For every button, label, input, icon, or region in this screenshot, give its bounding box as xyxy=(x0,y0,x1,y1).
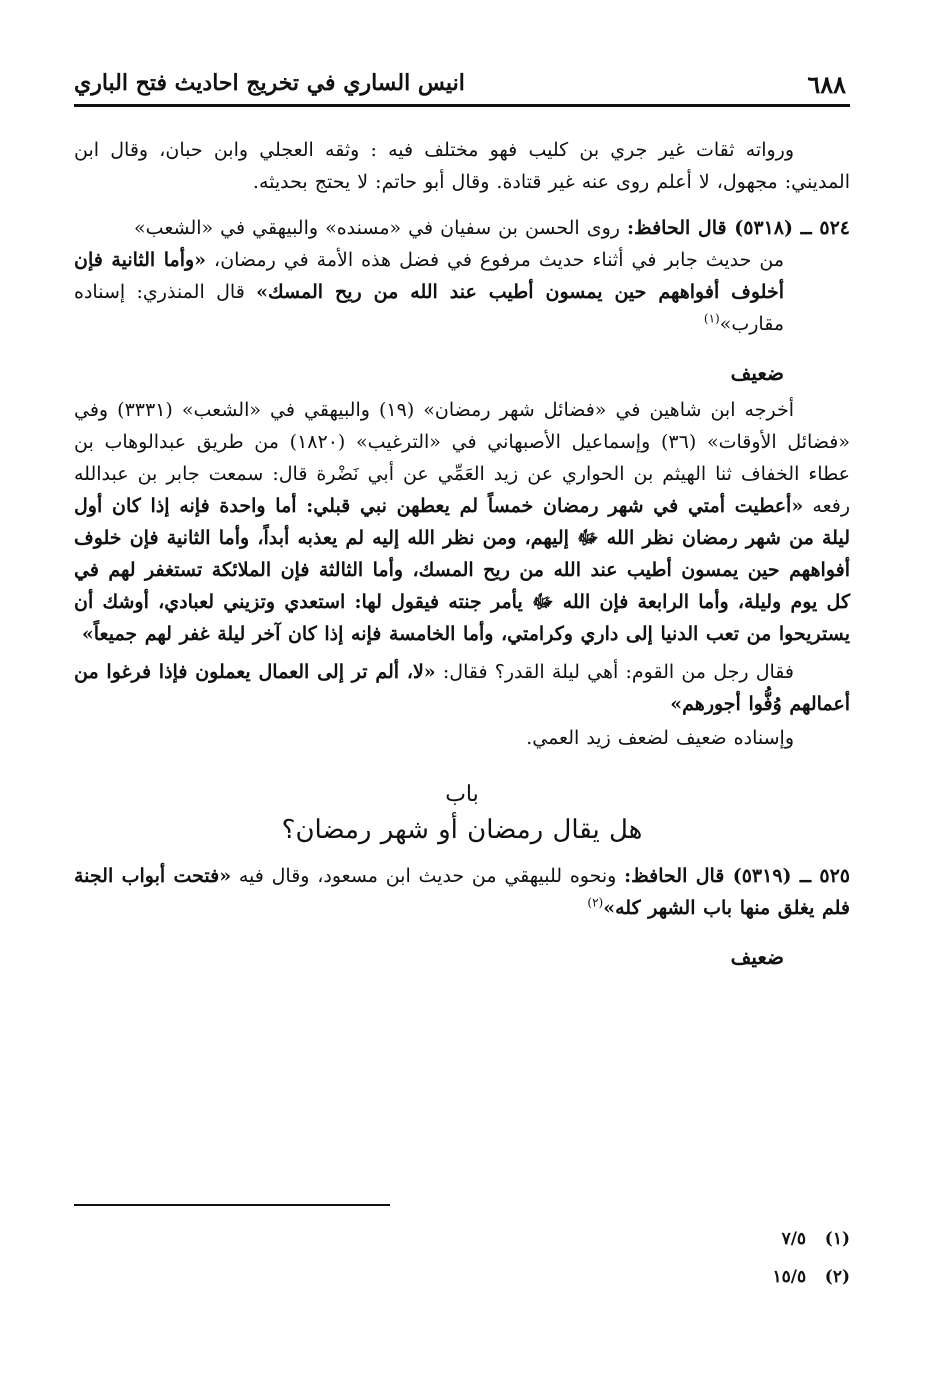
header-rule xyxy=(74,104,850,107)
footnotes xyxy=(74,1220,850,1296)
entry-525 xyxy=(74,860,850,924)
entry-524-number: ٥٢٤ ــ (٥٣١٨) قال الحافظ: xyxy=(627,217,850,239)
entry-524 xyxy=(74,212,850,244)
entry-525-verdict: ضعيف xyxy=(730,945,784,969)
entry-524-verdict: ضعيف xyxy=(730,361,784,385)
dialogue-quote: «لا، ألم تر إلى العمال يعملون فإذا فرغوا من أعمالهم وُفُّوا أجورهم» xyxy=(74,661,850,715)
chapter-label: باب xyxy=(445,782,479,807)
chapter-heading xyxy=(74,780,850,850)
page-body xyxy=(74,134,850,976)
takhrij-quote: «أعطيت أمتي في شهر رمضان خمساً لم يعطهن نبي قبلي: أما واحدة فإنه إذا كان أول ليلة من شهر رمضان نظر الله ﷻ إليهم، ومن نظر الله إليه لم يعذبه أبداً، وأما الثانية فإن خلوف أفواههم حين يمسون أطيب عند الله من ريح المسك، وأما الثالثة فإن الملائكة تستغفر لهم في كل يوم وليلة، وأما الرابعة فإن الله ﷻ يأمر جنته فيقول لها: استعدي وتزيني لعبادي، أوشك أن يستريحوا من تعب الدنيا إلى داري وكرامتي، وأما الخامسة فإنه إذا كان آخر ليلة غفر لهم جميعاً» xyxy=(74,495,850,645)
book-title: انيس الساري في تخريج احاديث فتح الباري xyxy=(74,70,465,96)
entry-524-text-3: قال المنذري: إسناده مقارب» xyxy=(74,281,784,335)
entry-524-takhrij xyxy=(74,394,850,650)
footnote-2 xyxy=(74,1258,850,1296)
book-page xyxy=(74,60,850,1360)
footnote-text: ١٥/٥ xyxy=(772,1267,807,1287)
takhrij-text: أخرجه ابن شاهين في «فضائل شهر رمضان» (١٩) والبيهقي في «الشعب» (٣٣٣١) وفي «فضائل الأوقات» (٣٦) وإسماعيل الأصبهاني في «الترغيب» (١٨٢٠) من طريق عبدالوهاب بن عطاء الخفاف ثنا الهيثم بن الحواري عن زيد العَمِّي عن أبي نَضْرة قال: سمعت جابر بن عبدالله رفعه xyxy=(74,399,851,517)
entry-524-continuation xyxy=(74,244,850,340)
dialogue-text: فقال رجل من القوم: أهي ليلة القدر؟ فقال: xyxy=(435,661,795,683)
intro-paragraph: ورواته ثقات غير جري بن كليب فهو مختلف فيه : وثقه العجلي وابن حبان، وقال ابن المديني: مجهول، لا أعلم روى عنه غير قتادة. وقال أبو حاتم: لا يحتج بحديثه. xyxy=(74,139,850,193)
footnote-ref-1[interactable]: (١) xyxy=(703,311,720,326)
footnote-1 xyxy=(74,1220,850,1258)
entry-525-quote: «فتحت أبواب الجنة فلم يغلق منها باب الشهر كله» xyxy=(74,865,850,919)
isnad-note: وإسناده ضعيف لضعف زيد العمي. xyxy=(526,727,794,749)
footnote-text: ٧/٥ xyxy=(781,1229,807,1249)
footnotes-rule xyxy=(74,1204,390,1206)
footnote-ref-2[interactable]: (٢) xyxy=(587,895,604,910)
page-number: ٦٨٨ xyxy=(807,70,846,99)
entry-524-text-1: روى الحسن بن سفيان في «مسنده» والبيهقي في «الشعب» xyxy=(134,217,620,239)
entry-525-number: ٥٢٥ ــ (٥٣١٩) قال الحافظ: xyxy=(624,865,850,887)
footnote-number: (٢) xyxy=(824,1267,850,1287)
running-header xyxy=(74,60,850,106)
footnote-number: (١) xyxy=(824,1229,850,1249)
entry-525-text-1: ونحوه للبيهقي من حديث ابن مسعود، وقال فيه xyxy=(231,865,617,887)
chapter-title: هل يقال رمضان أو شهر رمضان؟ xyxy=(281,815,643,845)
entry-524-quote: «وأما الثانية فإن أخلوف أفواههم حين يمسون أطيب عند الله من ريح المسك» xyxy=(74,249,784,303)
dialogue-paragraph xyxy=(74,656,850,720)
entry-524-text-2: من حديث جابر في أثناء حديث مرفوع في فضل هذه الأمة في رمضان، xyxy=(206,249,784,271)
